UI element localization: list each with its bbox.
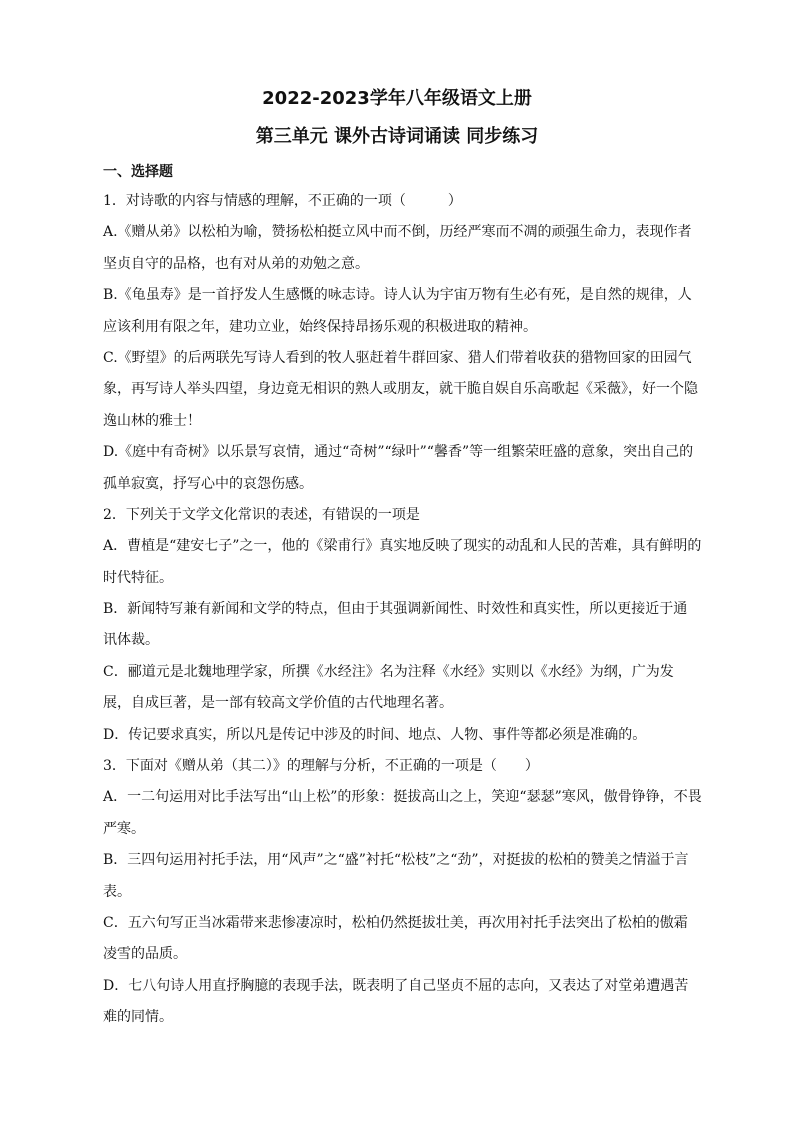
- text-line: D．传记要求真实，所以凡是传记中涉及的时间、地点、人物、事件等都必须是准确的。: [103, 726, 647, 743]
- text-line: C．郦道元是北魏地理学家，所撰《水经注》名为注释《水经》实则以《水经》为纲，广为发: [103, 663, 674, 680]
- text-line: C.《野望》的后两联先写诗人看到的牧人驱赶着牛群回家、猎人们带着收获的猎物回家的田园气: [103, 349, 692, 366]
- question-list: [103, 186, 702, 1034]
- text-line: 难的同情。: [103, 1009, 173, 1026]
- text-line: 3．下面对《赠从弟（其二）》的理解与分析，不正确的一项是（ ）: [103, 758, 539, 775]
- document-subtitle: 第三单元 课外古诗词诵读 同步练习: [255, 126, 539, 147]
- text-line: 孤单寂寞，抒写心中的哀怨伤感。: [103, 475, 313, 492]
- text-line: B.《龟虽寿》是一首抒发人生感慨的咏志诗。诗人认为宇宙万物有生必有死，是自然的规律，人: [103, 287, 692, 304]
- text-line: 表。: [103, 883, 131, 900]
- text-line: A.《赠从弟》以松柏为喻，赞扬松柏挺立风中而不倒，历经严寒而不凋的顽强生命力，表现作者: [103, 224, 692, 241]
- text-line: 展，自成巨著，是一部有较高文学价值的古代地理名著。: [103, 695, 453, 712]
- text-line: 逸山林的雅士！: [103, 412, 201, 429]
- text-line: 讯体裁。: [103, 632, 159, 649]
- text-line: C．五六句写正当冰霜带来悲惨凄凉时，松柏仍然挺拔壮美，再次用衬托手法突出了松柏的傲霜: [103, 914, 688, 931]
- text-line: D．七八句诗人用直抒胸臆的表现手法，既表明了自己坚贞不屈的志向，又表达了对堂弟遭遇苦: [103, 977, 689, 994]
- text-line: A．曹植是“建安七子”之一，他的《梁甫行》真实地反映了现实的动乱和人民的苦难，具有鲜明的: [103, 538, 702, 555]
- text-line: B．三四句运用衬托手法，用“风声”之“盛”衬托“松枝”之“劲”，对挺拔的松柏的赞美之情溢于言: [103, 852, 689, 869]
- text-line: B．新闻特写兼有新闻和文学的特点，但由于其强调新闻性、时效性和真实性，所以更接近于通: [103, 601, 688, 618]
- text-line: 时代特征。: [103, 569, 173, 586]
- text-line: 2．下列关于文学文化常识的表述，有错误的一项是: [103, 506, 420, 523]
- text-line: D.《庭中有奇树》以乐景写哀情，通过“奇树”“绿叶”“馨香”等一组繁荣旺盛的意象，突出自己的: [103, 444, 694, 461]
- text-line: 1．对诗歌的内容与情感的理解，不正确的一项（ ）: [103, 193, 462, 209]
- section-heading: 一、选择题: [103, 164, 173, 180]
- text-line: 严寒。: [103, 820, 145, 837]
- document-title: 2022-2023学年八年级语文上册: [262, 88, 532, 109]
- text-line: A．一二句运用对比手法写出“山上松”的形象：挺拔高山之上，笑迎“瑟瑟”寒风，傲骨铮铮，不畏: [103, 789, 702, 806]
- text-line: 凌雪的品质。: [103, 946, 187, 963]
- text-line: 象，再写诗人举头四望，身边竟无相识的熟人或朋友，就干脆自娱自乐高歌起《采薇》，好一个隐: [103, 381, 698, 398]
- text-line: 应该利用有限之年，建功立业，始终保持昂扬乐观的积极进取的精神。: [103, 318, 537, 335]
- text-line: 坚贞自守的品格，也有对从弟的劝勉之意。: [103, 255, 369, 272]
